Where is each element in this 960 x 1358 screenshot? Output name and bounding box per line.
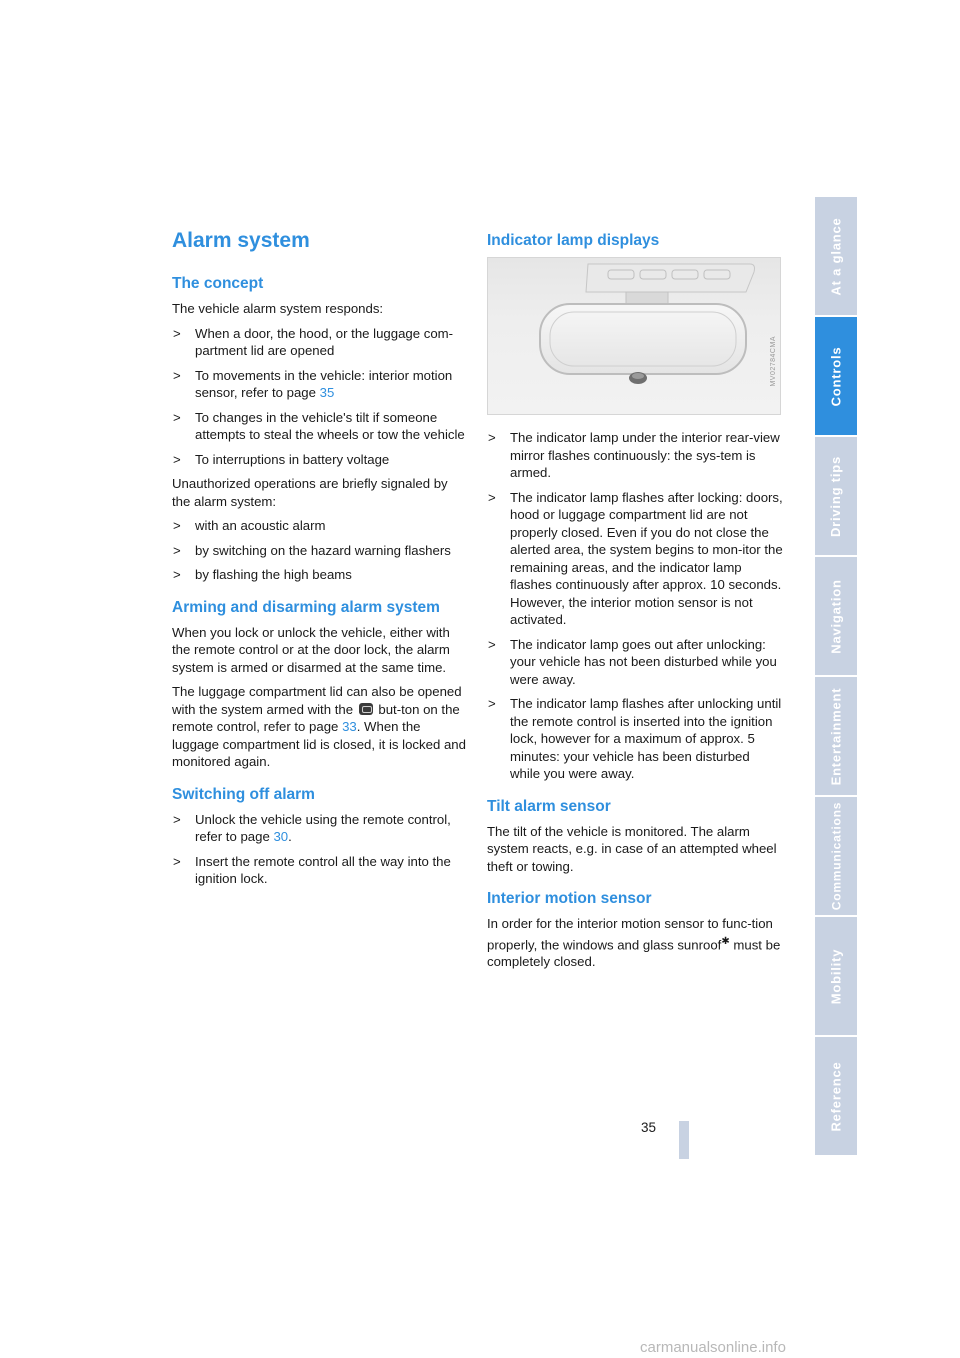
heading-concept: The concept (172, 275, 264, 292)
heading-tilt: Tilt alarm sensor (487, 797, 611, 815)
page-link-30[interactable]: 30 (273, 829, 289, 844)
figure-code: MV02784CMA (770, 336, 777, 387)
tab-entertainment[interactable]: Entertainment (815, 677, 857, 795)
tilt-text: The tilt of the vehicle is monitored. The alarm system reacts, e.g. in case of an attempted wheel theft or towing. (487, 823, 777, 874)
list-item: > To movements in the vehicle: interior motion sensor, refer to page 35 (173, 367, 453, 400)
list-item: > The indicator lamp goes out after unlocking: your vehicle has not been disturbed while you were away. (488, 636, 777, 687)
chapter-tabs (815, 197, 857, 1157)
page-link-35[interactable]: 35 (319, 385, 335, 400)
heading-arming: Arming and disarming alarm system (172, 598, 440, 616)
tab-at-a-glance[interactable]: At a glance (815, 197, 857, 315)
indicator-list (487, 429, 783, 783)
optional-equipment-star-icon: ✱ (721, 935, 730, 947)
list-item: > Insert the remote control all the way into the ignition lock. (173, 853, 451, 886)
tab-driving-tips[interactable]: Driving tips (815, 437, 857, 555)
list-item: > by flashing the high beams (173, 567, 352, 582)
rearview-mirror-illustration (488, 258, 780, 414)
switching-list (172, 811, 468, 888)
list-item: > by switching on the hazard warning flashers (173, 542, 451, 558)
list-item: > To interruptions in battery voltage (173, 451, 390, 467)
left-column (172, 228, 468, 895)
list-item: > Unlock the vehicle using the remote control, refer to page 30. (173, 811, 451, 844)
page-number-bar (679, 1121, 689, 1159)
concept-list (172, 325, 468, 469)
tab-controls[interactable]: Controls (815, 317, 857, 435)
motion-text: In order for the interior motion sensor to func-tion properly, the windows and glass sunroof✱ must be completely closed. (487, 916, 781, 970)
signal-intro: Unauthorized operations are briefly signaled by the alarm system: (172, 476, 448, 509)
section-title: Alarm system (172, 229, 310, 252)
list-item: > To changes in the vehicle's tilt if someone attempts to steal the wheels or tow the vehicle (173, 409, 465, 442)
watermark: carmanualsonline.info (640, 1339, 786, 1356)
tab-mobility[interactable]: Mobility (815, 917, 857, 1035)
page-number: 35 (640, 1120, 656, 1135)
right-column (487, 228, 783, 978)
heading-indicator: Indicator lamp displays (487, 232, 660, 249)
concept-intro: The vehicle alarm system responds: (172, 301, 384, 316)
signal-list (172, 517, 468, 584)
arming-paragraph-1: When you lock or unlock the vehicle, either with the remote control or at the door lock, the alarm system is armed or disarmed at the same time. (172, 624, 450, 675)
heading-motion: Interior motion sensor (487, 890, 652, 907)
remote-trunk-button-icon (359, 703, 373, 715)
page-link-33[interactable]: 33 (342, 719, 357, 734)
arming-paragraph-2: The luggage compartment lid can also be opened with the system armed with the but-ton on the remote control, refer to page 33. When the luggage compartment lid is closed, it is locked and monitored again. (172, 684, 466, 769)
tab-reference[interactable]: Reference (815, 1037, 857, 1155)
list-item: > The indicator lamp flashes after locking: doors, hood or luggage compartment lid are not properly closed. Even if you do not close the alerted area, the system begins to mon-itor the remaining areas, and the indicator lamp flashes continuously after approx. 10 seconds. However, the interior motion sensor is not activated. (488, 489, 783, 627)
list-item: > When a door, the hood, or the luggage com-partment lid are opened (173, 325, 454, 358)
list-item: > The indicator lamp under the interior rear-view mirror flashes continuously: the sys-tem is armed. (488, 430, 780, 480)
list-item: > with an acoustic alarm (173, 518, 326, 533)
heading-switching-off: Switching off alarm (172, 785, 315, 803)
rearview-mirror-figure (487, 257, 781, 415)
tab-navigation[interactable]: Navigation (815, 557, 857, 675)
list-item: > The indicator lamp flashes after unlocking until the remote control is inserted into the ignition lock, however for a maximum of approx. 5 minutes: your vehicle has been disturbed while you were away. (488, 696, 782, 781)
tab-communications[interactable]: Communications (815, 797, 857, 915)
